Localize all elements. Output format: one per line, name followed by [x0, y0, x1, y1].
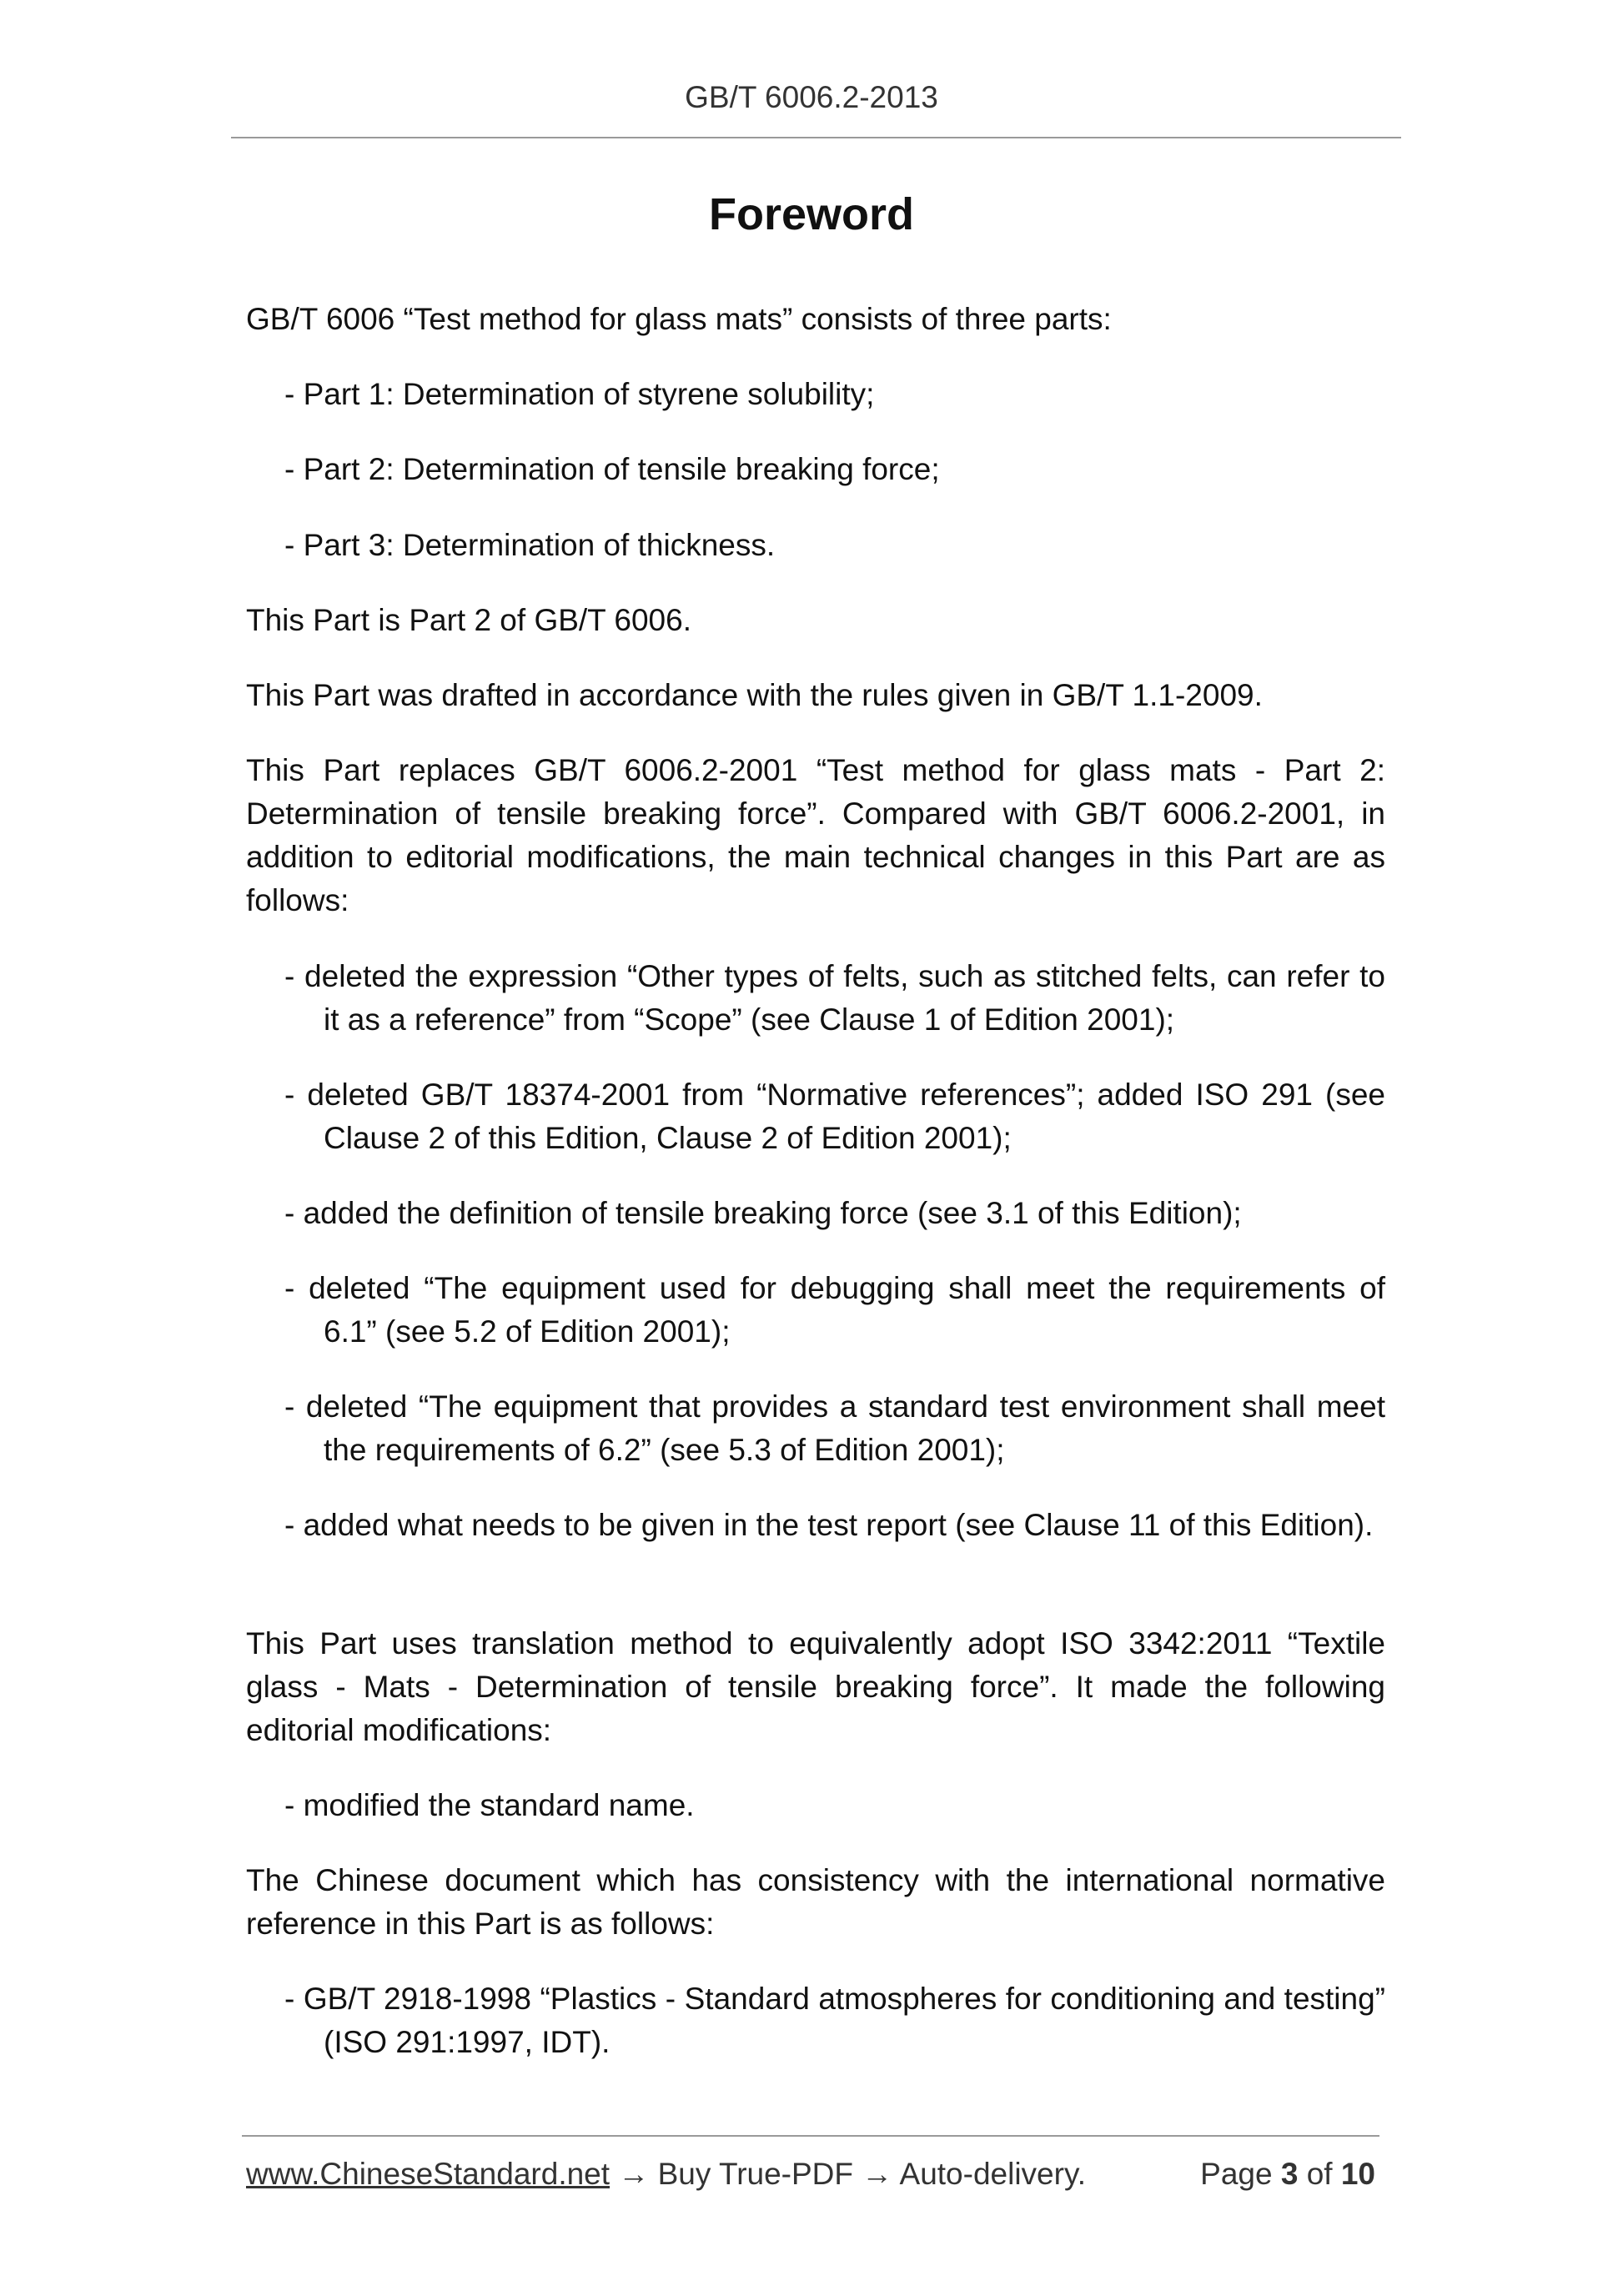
list-item-change-5: - deleted “The equipment that provides a standard test environment shall meet the requirements of 6.2” (see 5.3 of Edition 2001);	[284, 1389, 1385, 1467]
page-total: 10	[1340, 2157, 1375, 2191]
paragraph-iso-adoption: This Part uses translation method to equivalently adopt ISO 3342:2011 “Textile glass - Mats - Determination of tensile breaking force”. It made the following editorial modifications:	[246, 1626, 1385, 1747]
page-number	[1200, 2157, 1375, 2192]
website-link[interactable]: www.ChineseStandard.net	[246, 2157, 611, 2191]
paragraph-drafting-rules: This Part was drafted in accordance with the rules given in GB/T 1.1-2009.	[246, 678, 1263, 712]
list-item-change-2: - deleted GB/T 18374-2001 from “Normative references”; added ISO 291 (see Clause 2 of this Edition, Clause 2 of Edition 2001);	[284, 1078, 1385, 1155]
list-item-part-3: - Part 3: Determination of thickness.	[284, 528, 776, 562]
header-divider	[231, 137, 1401, 138]
paragraph-replacement: This Part replaces GB/T 6006.2-2001 “Test method for glass mats - Part 2: Determination of tensile breaking force”. Compared with GB/T 6006.2-2001, in addition to editorial modifications, the main technical changes in this Part are as follows:	[246, 753, 1385, 917]
page-header-doc-code: GB/T 6006.2-2013	[685, 80, 938, 114]
list-item-modification-1: - modified the standard name.	[284, 1788, 695, 1822]
page-title: Foreword	[708, 189, 914, 239]
list-item-change-6: - added what needs to be given in the test report (see Clause 11 of this Edition).	[284, 1508, 1374, 1542]
page-of: of	[1306, 2157, 1333, 2191]
paragraph-chinese-document: The Chinese document which has consistency with the international normative reference in this Part is as follows:	[246, 1863, 1385, 1941]
list-item-part-2: - Part 2: Determination of tensile breaking force;	[284, 452, 940, 486]
list-item-change-3: - added the definition of tensile breaking force (see 3.1 of this Edition);	[284, 1196, 1242, 1230]
page-label: Page	[1200, 2157, 1273, 2191]
page-footer	[246, 2157, 1385, 2198]
list-item-part-1: - Part 1: Determination of styrene solubility;	[284, 377, 875, 411]
footer-promo	[246, 2157, 1086, 2192]
list-item-reference-1: - GB/T 2918-1998 “Plastics - Standard atmospheres for conditioning and testing” (ISO 291:1997, IDT).	[284, 1982, 1385, 2059]
list-item-change-4: - deleted “The equipment used for debugging shall meet the requirements of 6.1” (see 5.2 of Edition 2001);	[284, 1271, 1385, 1349]
footer-promo-text: → Buy True-PDF → Auto-delivery.	[610, 2157, 1086, 2191]
list-item-change-1: - deleted the expression “Other types of felts, such as stitched felts, can refer to it as a reference” from “Scope” (see Clause 1 of Edition 2001);	[284, 959, 1385, 1037]
paragraph-part-statement: This Part is Part 2 of GB/T 6006.	[246, 603, 691, 637]
page-current: 3	[1280, 2157, 1299, 2191]
paragraph-intro: GB/T 6006 “Test method for glass mats” consists of three parts:	[246, 302, 1112, 336]
footer-divider	[242, 2135, 1379, 2137]
